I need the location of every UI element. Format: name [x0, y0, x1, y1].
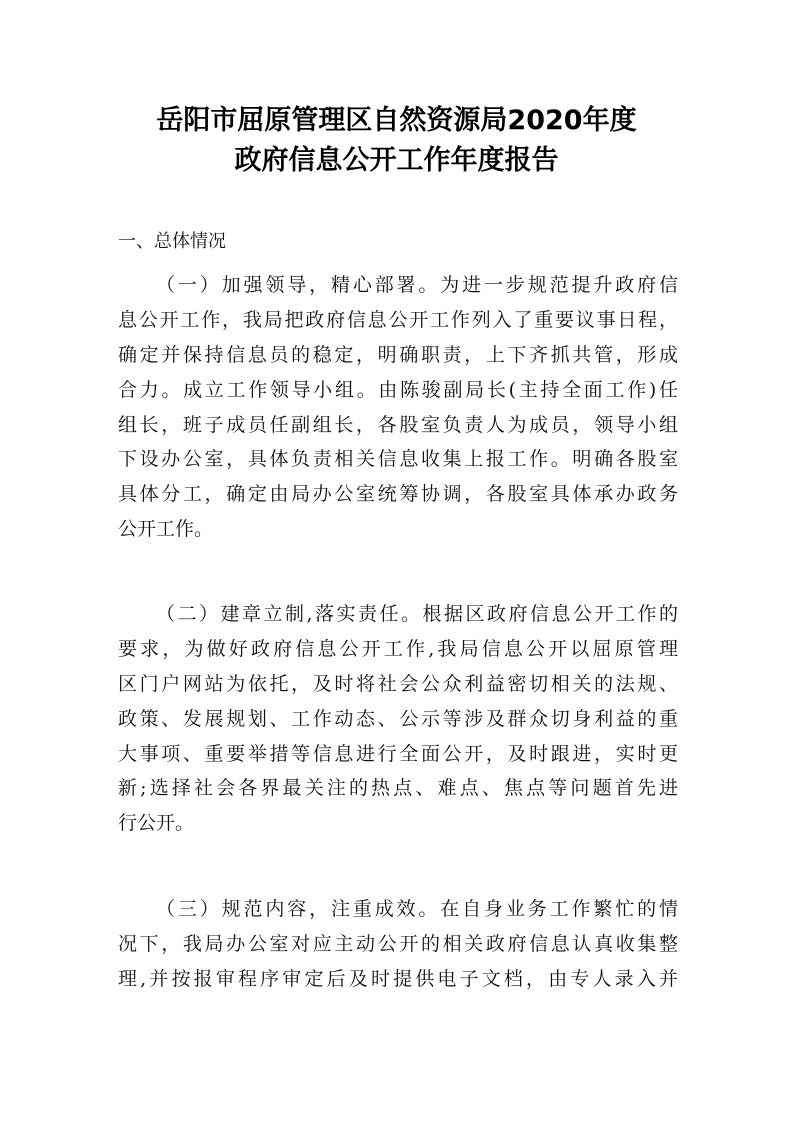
- paragraph-leadership: [118, 268, 678, 547]
- paragraph-regulations: [118, 597, 678, 841]
- paragraph-line: （三）规范内容，注重成效。在自身业务工作繁忙的情: [156, 898, 678, 920]
- section-heading-overview: 一、总体情况: [118, 231, 226, 252]
- paragraph-line: （二）建章立制,落实责任。根据区政府信息公开工作的: [156, 603, 678, 625]
- paragraph-line: 大事项、重要举措等信息进行全面公开，及时跟进，实时更: [118, 742, 678, 765]
- paragraph-line: 要求，为做好政府信息公开工作,我局信息公开以屈原管理: [118, 637, 678, 660]
- report-title-line-2: 政府信息公开工作年度报告: [234, 145, 559, 176]
- paragraph-line: 组长，班子成员任副组长，各股室负责人为成员，领导小组: [118, 413, 678, 436]
- paragraph-line: 息公开工作，我局把政府信息公开工作列入了重要议事日程，: [118, 308, 678, 331]
- paragraph-line: 理,并按报审程序审定后及时提供电子文档，由专人录入并: [118, 967, 678, 990]
- paragraph-line: （一）加强领导，精心部署。为进一步规范提升政府信: [156, 274, 678, 296]
- paragraph-line: 新;选择社会各界最关注的热点、难点、焦点等问题首先进: [118, 777, 678, 800]
- paragraph-line: 确定并保持信息员的稳定，明确职责，上下齐抓共管，形成: [118, 343, 678, 366]
- paragraph-line: 况下，我局办公室对应主动公开的相关政府信息认真收集整: [118, 932, 678, 955]
- paragraph-line: 合力。成立工作领导小组。由陈骏副局长(主持全面工作)任: [118, 378, 678, 401]
- paragraph-line: 具体分工，确定由局办公室统筹协调，各股室具体承办政务: [118, 483, 678, 506]
- paragraph-line: 区门户网站为依托，及时将社会公众利益密切相关的法规、: [118, 672, 678, 695]
- report-title-line-1: 岳阳市屈原管理区自然资源局2020年度: [156, 105, 637, 136]
- paragraph-line: 公开工作。: [118, 518, 214, 541]
- paragraph-line: 行公开。: [118, 812, 195, 835]
- paragraph-line: 政策、发展规划、工作动态、公示等涉及群众切身利益的重: [118, 707, 678, 730]
- paragraph-line: 下设办公室，具体负责相关信息收集上报工作。明确各股室: [118, 448, 678, 471]
- paragraph-content-standards: [118, 892, 678, 997]
